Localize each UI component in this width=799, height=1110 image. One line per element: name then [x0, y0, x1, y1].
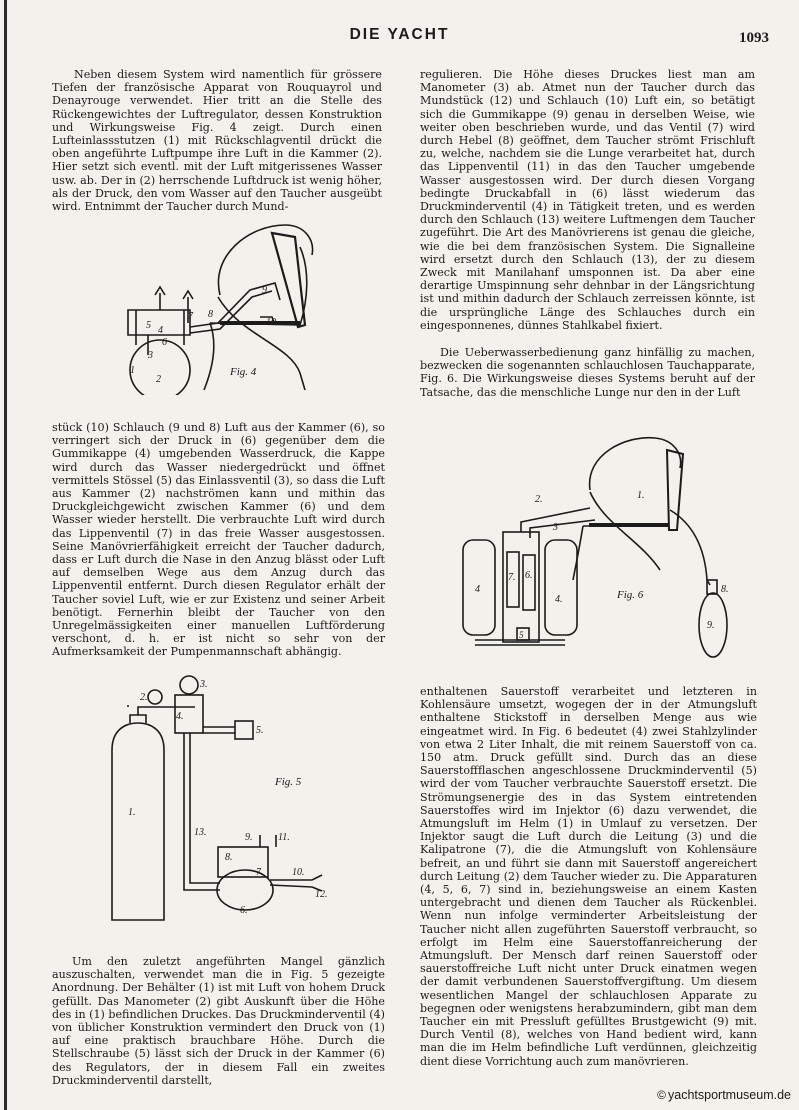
fig5-label-1: 1.	[128, 807, 136, 818]
fig4-label-8: 8	[208, 309, 213, 320]
fig6-label-7: 7.	[508, 572, 516, 583]
fig6-label-5: 5	[519, 630, 524, 640]
fig6-label-4-right: 4.	[555, 594, 563, 605]
fig6-label-9: 9.	[707, 620, 715, 631]
fig5-label-9: 9.	[245, 832, 253, 843]
fig4-caption: Fig. 4	[230, 366, 257, 378]
paragraph-regulator-function: stück (10) Schlauch (9 und 8) Luft aus der Kammer (6), so verringert sich der Druck in (6) gegenüber dem die Gummikappe (4) umgebenden Wasserdruck, die Kappe wird durch das Wasser niedergedrückt und öffnet vermittels Stössel (5) das Einlassventil (3), so dass die Luft aus Kammer (2) nachströmen kann und mithin das Druckgleichgewicht zwischen Kammer (6) und dem Wasser wieder herstellt. Die verbrauchte Luft wird durch das Lippenventil (7) in das freie Wasser ausgestossen. Seine Manövrierfähigkeit erreicht der Taucher dadurch, dass er Luft durch die Nase in den Anzug blässt oder Luft auf demselben Wege aus dem Anzug durch das Lippenventil entfernt. Durch diesen Regulator erhält der Taucher soviel Luft, wie er zur Existenz und seiner Arbeit benötigt. Fernerhin bleibt der Taucher von den Unregelmässigkeiten einer manuellen Luftförderung verschont, d. h. er ist nicht so sehr von der Aufmerksamkeit der Pumpenmannschaft abhängig.	[52, 421, 385, 659]
page-edge-shadow	[4, 0, 7, 1110]
paragraph-regulieren-continued: regulieren. Die Höhe dieses Druckes liest man am Manometer (3) ab. Atmet nun der Taucher durch das Mundstück (12) und Schlauch (10) Luft ein, so betätigt sich die Gummikappe (9) genau in derselben Weise, wie weiter oben beschrieben wurde, und das Ventil (7) wird durch Hebel (8) geöffnet, dem Taucher strömt Frischluft zu, welche, nachdem sie die Lunge verarbeitet hat, durch das Lippenventil (11) in das den Taucher umgebende Wasser ausgestossen wird. Der durch diesen Vorgang bedingte Druckabfall in (6) lässt wiederum das Druckminderventil (4) in Tätigkeit treten, und es werden durch den Schlauch (13) weitere Luftmengen dem Taucher zugeführt. Die Art des Manövrierens ist genau die gleiche, wie die bei dem französischen System. Die Signalleine wird ersetzt durch den Schlauch (13), der zu diesem Zweck mit Manilahanf umsponnen ist. Da aber eine derartige Umspinnung sehr dehnbar in der Längsrichtung ist und mithin dadurch der Schlauch zerreissen könnte, ist die ursprüngliche Länge des Schlauches durch ein eingesponnenes, dünnes Stahlkabel fixiert.	[420, 68, 755, 332]
copyright-symbol: ©	[657, 1088, 667, 1102]
fig4-label-5: 5	[146, 320, 151, 331]
fig4-label-6: 6	[162, 337, 167, 348]
fig5-label-11: 11.	[278, 832, 290, 843]
fig5-label-6: 6.	[240, 905, 248, 916]
fig6-label-2: 2.	[535, 494, 543, 505]
fig5-label-8: 8.	[225, 852, 233, 863]
fig6-label-3: 3	[553, 522, 558, 533]
fig6-caption: Fig. 6	[617, 589, 644, 601]
fig6-label-4-left: 4	[475, 584, 480, 595]
figure-6-oxygen-apparatus-diagram	[455, 430, 755, 670]
fig6-label-1: 1.	[637, 490, 645, 501]
figure-4-regulator-diagram	[100, 215, 400, 395]
paragraph-sauerstoff-system: enthaltenen Sauerstoff verarbeitet und letzteren in Kohlensäure umsetzt, wogegen der in der Atmungsluft enthaltene Stickstoff in derselben Menge aus wie eingeatmet wird. In Fig. 6 bedeutet (4) zwei Stahlzylinder von etwa 2 Liter Inhalt, die mit reinem Sauerstoff von ca. 150 atm. Druck gefüllt sind. Durch das an diese Sauerstoffflaschen angeschlossene Druckminderventil (5) wird der vom Taucher verbrauchte Sauerstoff ersetzt. Die Strömungsenergie des in das System eintretenden Sauerstoffes wird im Injektor (6) dazu verwendet, die Atmungsluft im Helm (1) in Umlauf zu versetzen. Der Injektor saugt die Luft durch die Leitung (3) und die Kalipatrone (7), die die Atmungsluft von Kohlensäure befreit, an und führt sie dann mit Sauerstoff angereichert durch Leitung (2) dem Taucher wieder zu. Die Apparaturen (4, 5, 6, 7) sind in, beziehungsweise an einem Kasten untergebracht und dienen dem Taucher als Rückenblei. Wenn nun infolge verminderter Arbeitsleistung der Taucher nicht allen zugeführten Sauerstoff verbraucht, so erfolgt im Helm eine Sauerstoffanreicherung der Atmungsluft. Der Mensch darf reinen Sauerstoff oder sauerstoffreiche Luft nicht unter Druck einatmen wegen der damit verbundenen Sauerstoffvergiftung. Um diesem wesentlichen Mangel der schlauchlosen Apparate zu begegnen oder wenigstens herabzumindern, gibt man dem Taucher ein mit Pressluft gefülltes Brustgewicht (9) mit. Durch Ventil (8), welches von Hand bedient wird, kann man die im Helm befindliche Luft verdünnen, gleichzeitig dient diese Vorrichtung auch zum manövrieren.	[420, 685, 757, 1068]
fig5-label-12: 12.	[315, 889, 328, 900]
fig4-label-2: 2	[156, 374, 161, 385]
paragraph-fig5-anordnung: Um den zuletzt angeführten Mangel gänzlich auszuschalten, verwendet man die in Fig. 5 gezeigte Anordnung. Der Behälter (1) ist mit Luft von hohem Druck gefüllt. Das Manometer (2) gibt Auskunft über die Höhe des in (1) befindlichen Druckes. Das Druckminderventil (4) von üblicher Konstruktion vermindert den Druck von (1) auf eine praktisch brauchbare Höhe. Durch die Stellschraube (5) lässt sich der Druck in der Kammer (6) des Regulators, der in diesem Fall ein zweites Druckminderventil darstellt,	[52, 955, 385, 1087]
fig6-label-8: 8.	[721, 584, 729, 595]
page-number: 1093	[739, 30, 769, 46]
watermark-text: yachtsportmuseum.de	[668, 1088, 791, 1102]
fig4-label-10: 10	[266, 317, 276, 328]
fig4-label-1: 1	[130, 365, 135, 376]
paragraph-rouquayrol-intro: Neben diesem System wird namentlich für grössere Tiefen der französische Apparat von Rouquayrol und Denayrouge verwendet. Hier tritt an die Stelle des Rückengewichtes der Luftregulator, dessen Konstruktion und Wirkungsweise Fig. 4 zeigt. Durch einen Lufteinlassstutzen (1) mit Rückschlagventil drückt die oben angeführte Luftpumpe ihre Luft in die Kammer (2). Hier setzt sich eventl. mit der Luft mitgerissenes Wasser usw. ab. Der in (2) herrschende Luftdruck ist wenig höher, als der Druck, den vom Wasser auf den Taucher ausgeübt wird. Entnimmt der Taucher durch Mund-	[52, 68, 382, 214]
fig4-label-4: 4	[158, 325, 163, 336]
fig5-label-4: 4.	[176, 711, 184, 722]
fig5-label-13: 13.	[194, 827, 207, 838]
running-header: DIE YACHT	[349, 26, 450, 43]
watermark-yachtsportmuseum	[657, 1088, 791, 1102]
fig5-label-3: 3.	[200, 679, 208, 690]
fig4-label-7: 7	[188, 311, 193, 322]
figure-5-pressure-tank-diagram	[100, 675, 390, 930]
fig5-label-10: 10.	[292, 867, 305, 878]
fig6-label-6: 6.	[525, 570, 533, 581]
fig5-label-7: 7.	[256, 867, 264, 878]
paragraph-schlauchlose-apparate: Die Ueberwasserbedienung ganz hinfällig zu machen, bezwecken die sogenannten schlauchlosen Tauchapparate, Fig. 6. Die Wirkungsweise dieses Systems beruht auf der Tatsache, das die menschliche Lunge nur den in der Luft	[420, 346, 755, 399]
fig5-label-5: 5.	[256, 725, 264, 736]
fig4-label-9: 9	[262, 285, 267, 296]
fig5-label-2: 2.	[140, 692, 148, 703]
fig5-caption: Fig. 5	[275, 776, 302, 788]
fig4-label-3: 3	[148, 350, 153, 361]
